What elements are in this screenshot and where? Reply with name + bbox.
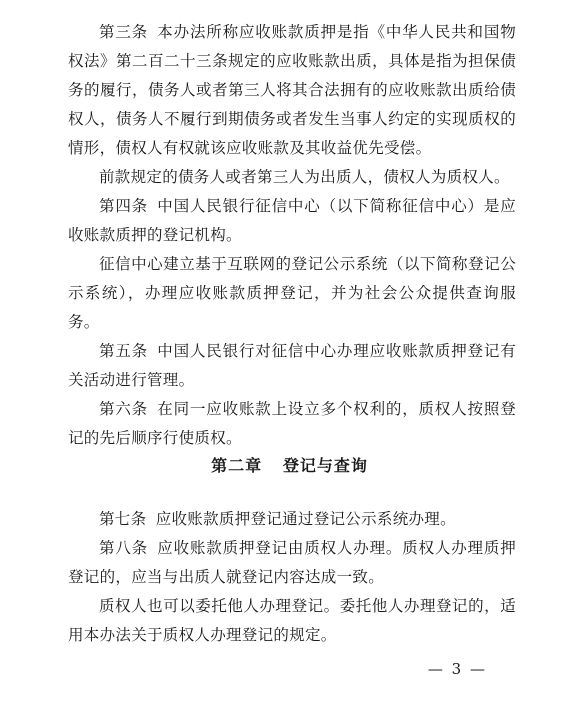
chapter-heading [0, 455, 579, 477]
article-text: 本办法所称应收账款质押是指《中华人民共和国物权法》第二百二十三条规定的应收账款出质，具体是指为担保债务的履行，债务人或者第三人将其合法拥有的应收账款出质给债权人，债务人不履行到期债务或者发生当事人约定的实现质权的情形，债权人有权就该应收账款及其收益优先受偿。 [68, 23, 516, 157]
article-text: 中国人民银行对征信中心办理应收账款质押登记有关活动进行管理。 [68, 342, 516, 389]
article-text: 在同一应收账款上设立多个权利的，质权人按照登记的先后顺序行使质权。 [68, 400, 516, 447]
page-number: — 3 — [427, 660, 487, 678]
article-text: 应收账款质押登记由质权人办理。质权人办理质押登记的，应当与出质人就登记内容达成一致。 [68, 539, 516, 586]
article-text: 前款规定的债务人或者第三人为出质人，债权人为质权人。 [99, 168, 510, 186]
article-7 [68, 505, 516, 534]
article-text: 中国人民银行征信中心（以下简称征信中心）是应收账款质押的登记机构。 [68, 197, 516, 244]
article-text: 应收账款质押登记通过登记公示系统办理。 [155, 510, 456, 528]
article-number: 第五条 [99, 342, 148, 360]
article-number: 第三条 [99, 23, 148, 41]
article-3 [68, 18, 516, 163]
article-text: 质权人也可以委托他人办理登记。委托他人办理登记的，适用本办法关于质权人办理登记的规定。 [68, 597, 516, 644]
article-3-paragraph-2 [68, 163, 516, 192]
article-6 [68, 395, 516, 453]
article-number: 第八条 [99, 539, 148, 557]
chapter-title: 登记与查询 [282, 456, 368, 475]
articles-section-top [68, 0, 516, 453]
article-8 [68, 534, 516, 592]
article-4 [68, 192, 516, 250]
article-number: 第六条 [99, 400, 148, 418]
chapter-number: 第二章 [211, 456, 263, 475]
article-4-paragraph-2 [68, 250, 516, 337]
article-text: 征信中心建立基于互联网的登记公示系统（以下简称登记公示系统），办理应收账款质押登记，并为社会公众提供查询服务。 [68, 255, 516, 331]
article-number: 第四条 [99, 197, 148, 215]
article-number: 第七条 [99, 510, 147, 528]
articles-section-bottom [68, 505, 516, 650]
article-8-paragraph-2 [68, 592, 516, 650]
article-5 [68, 337, 516, 395]
